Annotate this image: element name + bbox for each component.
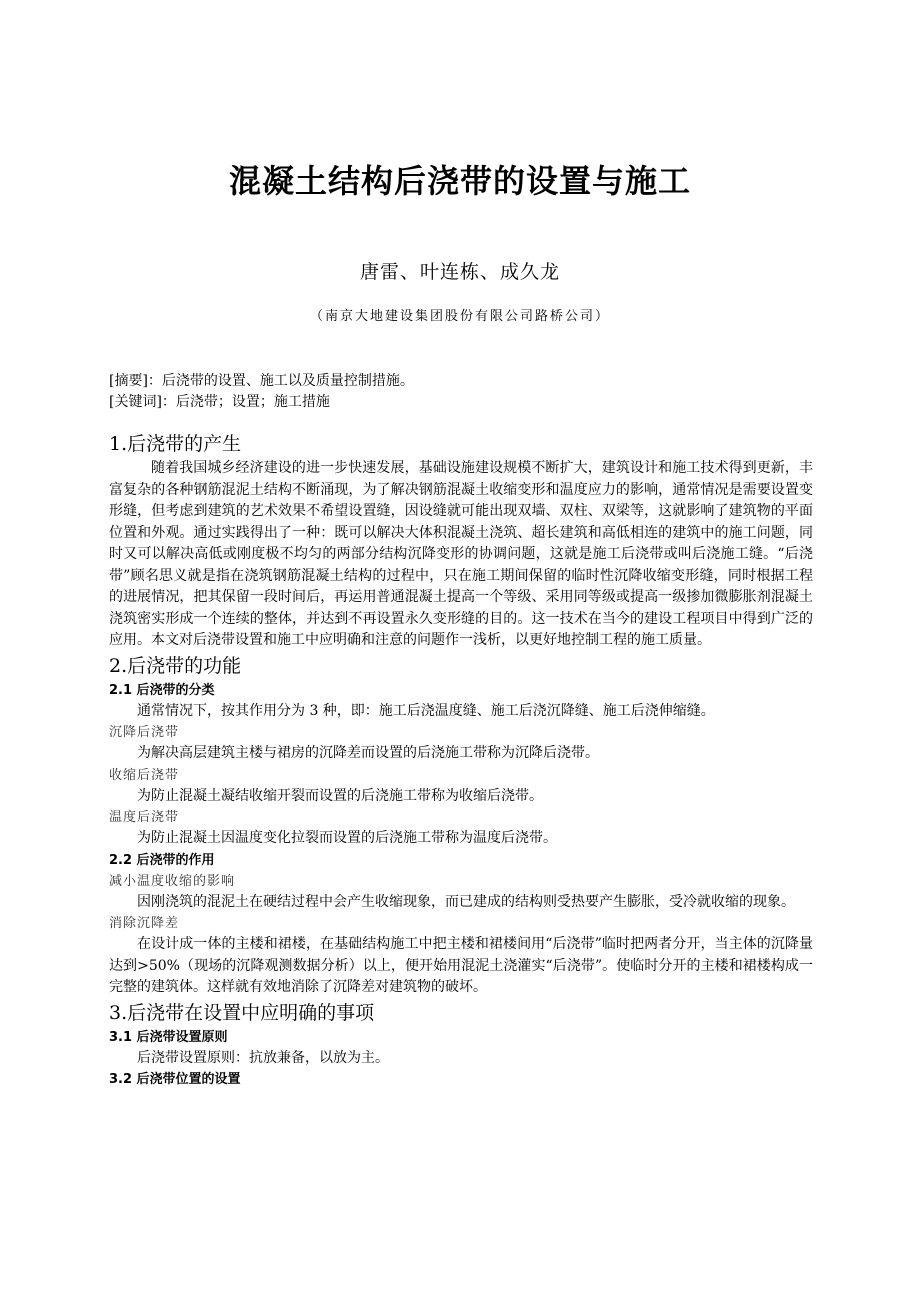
section-3-title: 后浇带在设置中应明确的事项 bbox=[127, 1001, 375, 1024]
section-1-number: 1. bbox=[109, 433, 128, 455]
subsection-2-2-heading: 2.2 后浇带的作用 bbox=[109, 852, 215, 868]
temperature-band-paragraph: 为防止混凝土因温度变化拉裂而设置的后浇施工带称为温度后浇带。 bbox=[137, 830, 557, 846]
document-title: 混凝土结构后浇带的设置与施工 bbox=[228, 162, 691, 200]
section-2-number: 2. bbox=[109, 654, 128, 677]
section-1-title: 后浇带的产生 bbox=[127, 433, 242, 455]
affiliation: （南京大地建设集团股份有限公司路桥公司） bbox=[309, 309, 610, 324]
subsection-2-1-paragraph: 通常情况下，按其作用分为 3 种，即：施工后浇温度缝、施工后浇沉降缝、施工后浇伸缩缝。 bbox=[137, 702, 715, 719]
subsection-3-1-paragraph: 后浇带设置原则：抗放兼备，以放为主。 bbox=[137, 1049, 389, 1066]
subsection-3-2-heading: 3.2 后浇带位置的设置 bbox=[109, 1072, 241, 1087]
term-reduce-shrinkage: 减小温度收缩的影响 bbox=[109, 873, 236, 889]
body-content bbox=[109, 430, 813, 1090]
section-1-paragraph: 随着我国城乡经济建设的进一步快速发展，基础设施建设规模不断扩大，建筑设计和施工技术得到更新，丰富复杂的各种钢筋混泥土结构不断涌现，为了解决钢筋混凝土收缩变形和温度应力的影响，通常情况是需要设置变形缝，但考虑到建筑的艺术效果不希望设置缝，因设缝就可能出现双墙、双柱、双梁等，这就影响了建筑物的平面位置和外观。通过实践得出了一种：既可以解决大体积混凝土浇筑、超长建筑和高低相连的建筑中的施工问题，同时又可以解决高低或刚度极不均匀的两部分结构沉降变形的协调问题，这就是施工后浇带或叫后浇施工缝。“后浇带”顾名思义就是指在浇筑钢筋混凝土结构的过程中，只在施工期间保留的临时性沉降收缩变形缝，同时根据工程的进展情况，把其保留一段时间后，再运用普通混凝土提高一个等级、采用同等级或提高一级掺加微膨胀剂混凝土浇筑密实形成一个连续的整体，并达到不再设置永久变形缝的目的。这一技术在当今的建设工程项目中得到广泛的应用。本文对后浇带设置和施工中应明确和注意的问题作一浅析，以更好地控制工程的施工质量。 bbox=[109, 460, 813, 648]
section-2-heading bbox=[109, 652, 813, 680]
section-1-heading bbox=[109, 430, 813, 458]
section-3-heading bbox=[109, 999, 813, 1027]
section-2-title: 后浇带的功能 bbox=[127, 654, 242, 677]
term-temperature-band: 温度后浇带 bbox=[109, 810, 180, 825]
reduce-shrinkage-paragraph: 因刚浇筑的混泥土在硬结过程中会产生收缩现象，而已建成的结构则受热要产生膨胀，受冷就收缩的现象。 bbox=[137, 893, 795, 910]
term-eliminate-settlement: 消除沉降差 bbox=[109, 916, 180, 931]
settlement-band-paragraph: 为解决高层建筑主楼与裙房的沉降差而设置的后浇施工带称为沉降后浇带。 bbox=[137, 745, 599, 761]
section-3-number: 3. bbox=[109, 1001, 128, 1024]
keywords: [关键词]：后浇带；设置；施工措施 bbox=[109, 394, 330, 410]
subsection-3-1-heading: 3.1 后浇带设置原则 bbox=[109, 1029, 228, 1045]
subsection-2-1-heading: 2.1 后浇带的分类 bbox=[109, 682, 215, 698]
shrinkage-band-paragraph: 为防止混凝土凝结收缩开裂而设置的后浇施工带称为收缩后浇带。 bbox=[137, 787, 543, 804]
eliminate-settlement-paragraph: 在设计成一体的主楼和裙楼，在基础结构施工中把主楼和裙楼间用“后浇带”临时把两者分开，当主体的沉降量达到>50%（现场的沉降观测数据分析）以上，便开始用混泥土浇灌实“后浇带”。使临时分开的主楼和裙楼构成一完整的建筑体。这样就有效地消除了沉降差对建筑物的破坏。 bbox=[109, 936, 813, 995]
authors: 唐雷、叶连栋、成久龙 bbox=[359, 261, 560, 283]
abstract: [摘要]：后浇带的设置、施工以及质量控制措施。 bbox=[109, 373, 414, 389]
term-shrinkage-band: 收缩后浇带 bbox=[109, 767, 180, 783]
term-settlement-band: 沉降后浇带 bbox=[109, 725, 180, 740]
